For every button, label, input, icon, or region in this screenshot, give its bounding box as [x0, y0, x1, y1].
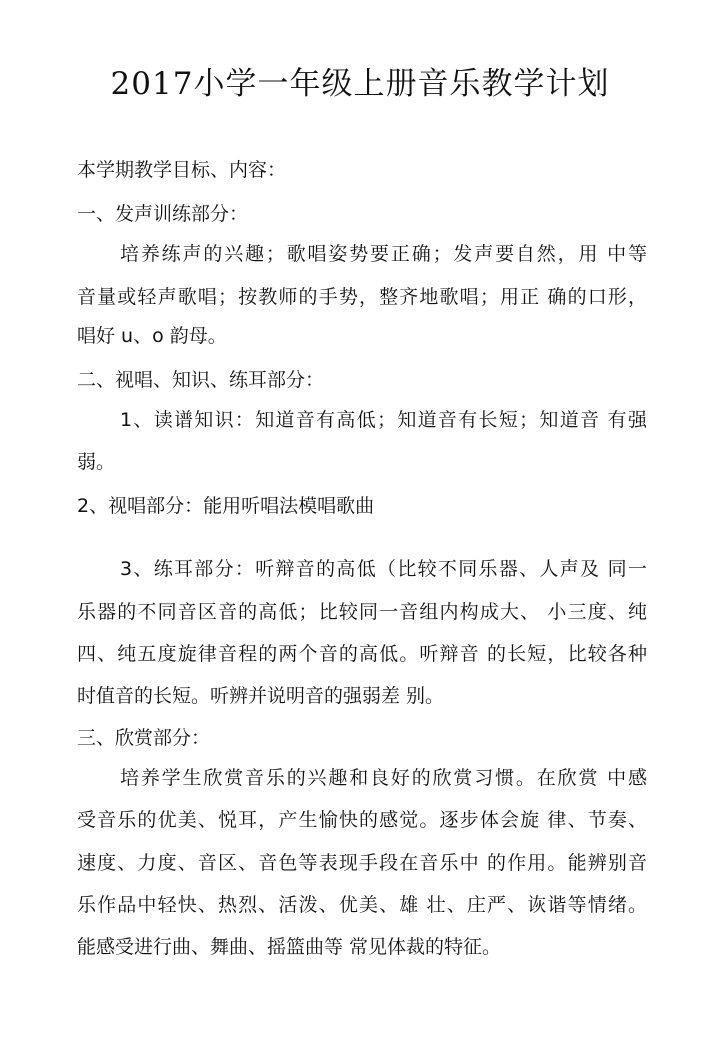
paragraph-line: 速度、力度、音区、音色等表现手段在音乐中 的作用。能辨别音 [77, 852, 647, 874]
paragraph-line: 四、纯五度旋律音程的两个音的高低。听辩音 的长短，比较各种 [77, 643, 647, 665]
paragraph-line: 弱。 [77, 451, 116, 473]
paragraph-line: 2、视唱部分：能用听唱法模唱歌曲 [77, 495, 375, 517]
paragraph-line: 乐作品中轻快、热烈、活泼、优美、雄 壮、庄严、诙谐等情绪。 [77, 894, 647, 916]
paragraph-line: 音量或轻声歌唱；按教师的手势，整齐地歌唱；用正 确的口形， [77, 286, 647, 308]
paragraph-line: 培养练声的兴趣；歌唱姿势要正确；发声要自然，用 中等 [120, 243, 647, 265]
paragraph-line: 能感受进行曲、舞曲、摇篮曲等 常见体裁的特征。 [77, 936, 502, 958]
document-title: 2017小学一年级上册音乐教学计划 [110, 66, 610, 102]
paragraph-line: 唱好 u、o 韵母。 [77, 325, 227, 347]
paragraph-line: 3、练耳部分：听辩音的高低（比较不同乐器、人声及 同一 [120, 558, 647, 580]
paragraph-line: 时值音的长短。听辨并说明音的强弱差 别。 [77, 685, 445, 707]
paragraph-line: 1、读谱知识：知道音有高低；知道音有长短；知道音 有强 [120, 409, 647, 431]
section-heading-vocal-training: 一、发声训练部分： [77, 203, 249, 225]
paragraph-line: 乐器的不同音区音的高低；比较同一音组内构成大、 小三度、纯 [77, 601, 647, 623]
objectives-heading: 本学期教学目标、内容： [77, 159, 287, 181]
section-heading-appreciation: 三、欣赏部分： [77, 727, 211, 749]
section-heading-sight-singing: 二、视唱、知识、练耳部分： [77, 369, 325, 391]
paragraph-line: 培养学生欣赏音乐的兴趣和良好的欣赏习惯。在欣赏 中感 [120, 767, 647, 789]
paragraph-line: 受音乐的优美、悦耳，产生愉快的感觉。逐步体会旋 律、节奏、 [77, 809, 647, 831]
